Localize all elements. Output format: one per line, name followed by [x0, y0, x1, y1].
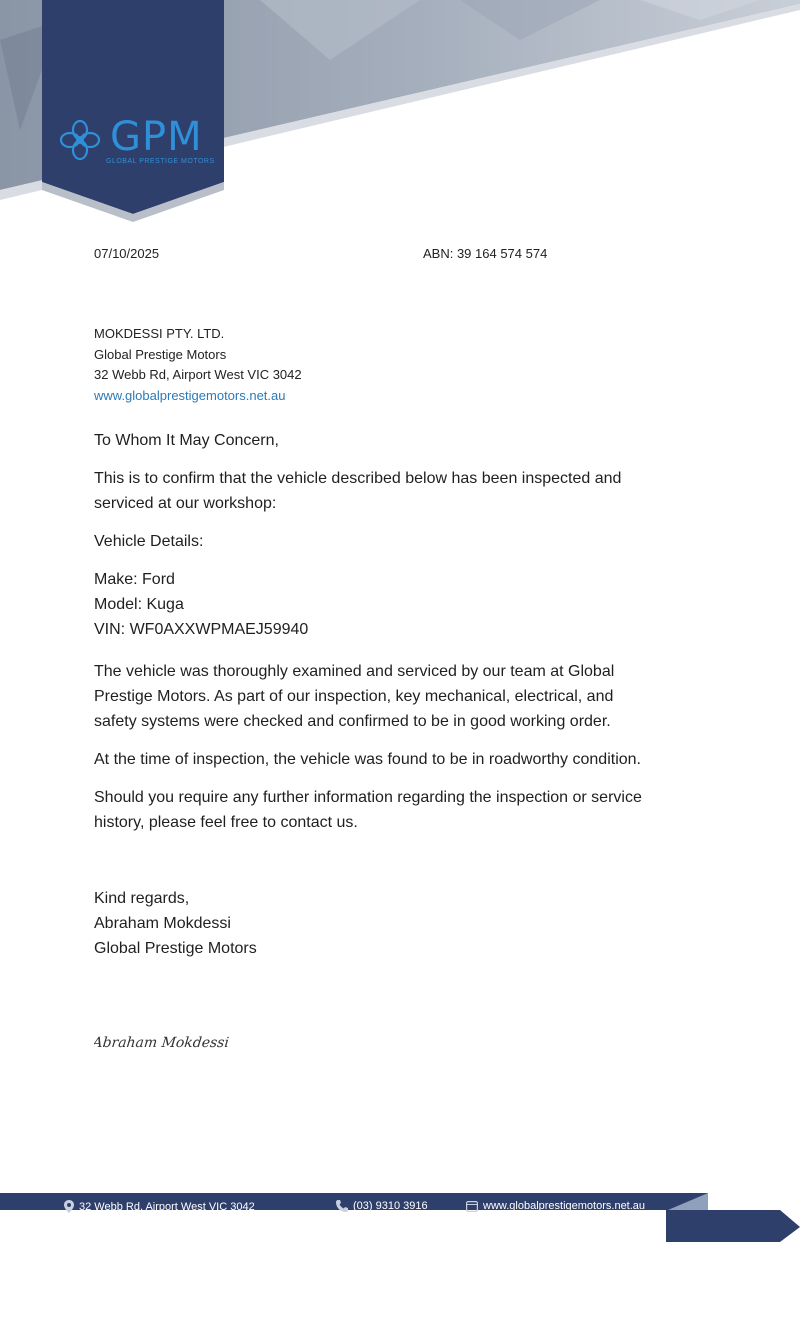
company-website-link[interactable]: www.globalprestigemotors.net.au [94, 387, 286, 403]
footer-phone [336, 1200, 428, 1212]
salutation: To Whom It May Concern, [94, 432, 279, 449]
location-pin-icon [64, 1200, 74, 1213]
vehicle-vin: VIN: WF0AXXWPMAEJ59940 [94, 621, 309, 638]
intro-paragraph: This is to confirm that the vehicle described below has been inspected and serviced at our workshop: [94, 470, 622, 512]
logo-text: GPM [110, 114, 203, 160]
company-logo [58, 112, 218, 172]
signature-text: Abraham Mokdessi [94, 1035, 230, 1051]
footer-website-text[interactable]: www.globalprestigemotors.net.au [483, 1200, 646, 1212]
footer-address [64, 1200, 255, 1213]
abn-number: ABN: 39 164 574 574 [423, 246, 548, 261]
vehicle-make: Make: Ford [94, 571, 175, 588]
company-address: 32 Webb Rd, Airport West VIC 3042 [94, 367, 302, 382]
roadworthy-paragraph: At the time of inspection, the vehicle was found to be in roadworthy condition. [94, 751, 641, 768]
logo-subtitle: GLOBAL PRESTIGE MOTORS [106, 158, 215, 165]
letter-date: 07/10/2025 [94, 246, 160, 261]
closing: Kind regards, [94, 890, 190, 907]
handwritten-signature [94, 1029, 244, 1058]
vehicle-details-heading: Vehicle Details: [94, 533, 204, 550]
company-trading-name: Global Prestige Motors [94, 346, 227, 362]
footer-phone-text: (03) 9310 3916 [353, 1200, 428, 1212]
signer-company: Global Prestige Motors [94, 940, 257, 957]
company-legal-name: MOKDESSI PTY. LTD. [94, 326, 225, 341]
inspection-paragraph: The vehicle was thoroughly examined and serviced by our team at Global Prestige Motors. As part of our inspection, key mechanical, electrical, and safety systems were checked and confirmed to be in good working order. [94, 663, 615, 730]
footer-bar [0, 1185, 800, 1255]
letter-body [94, 428, 654, 961]
footer-website[interactable] [466, 1200, 645, 1212]
contact-paragraph: Should you require any further information regarding the inspection or service history, please feel free to contact us. [94, 789, 642, 831]
vehicle-model: Model: Kuga [94, 596, 184, 613]
web-icon [466, 1201, 478, 1212]
flower-logo-icon [58, 118, 102, 162]
phone-icon [336, 1200, 348, 1212]
footer-address-text: 32 Webb Rd, Airport West VIC 3042 [79, 1200, 255, 1213]
signer-name: Abraham Mokdessi [94, 915, 231, 932]
sender-address-block [94, 324, 302, 406]
